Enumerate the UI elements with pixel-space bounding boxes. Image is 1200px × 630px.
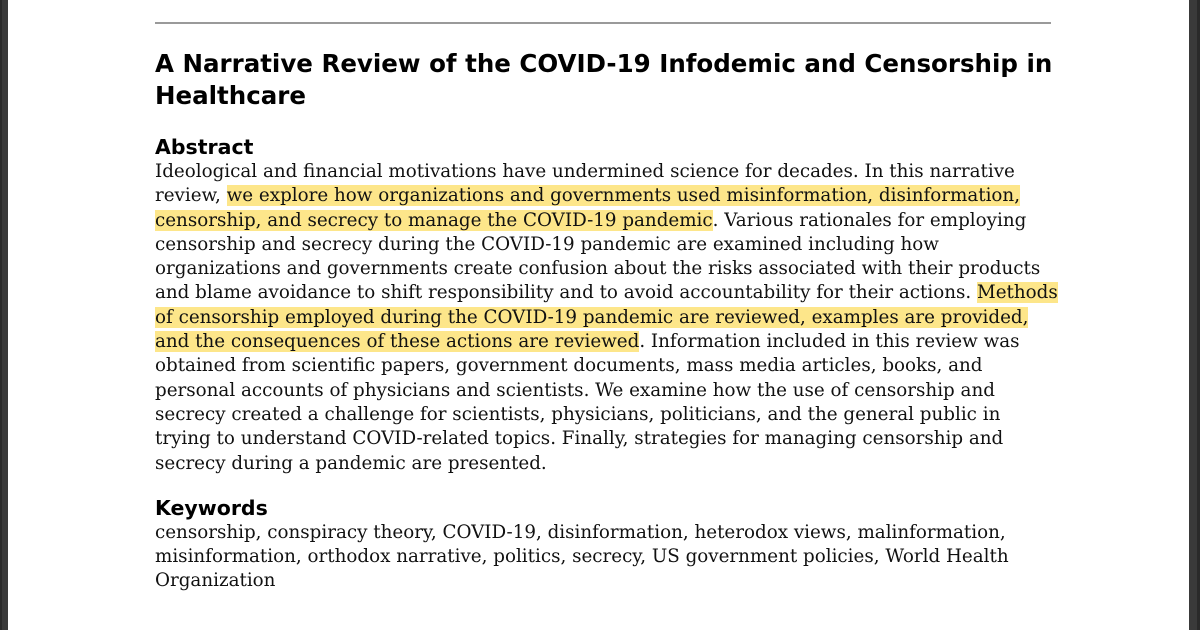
abstract-segment: . Various rationales for employing censorship and secrecy during the COVID-19 pandemic are examined including how organizations and governments create confusion about the risks associated with their products and blame avoidance to shift responsibility and to avoid accountability for their actions. xyxy=(155,209,1041,304)
keywords-heading: Keywords xyxy=(155,495,268,520)
page-content xyxy=(155,48,1060,594)
viewer-left-edge xyxy=(0,0,2,630)
header-rule xyxy=(155,22,1051,24)
abstract-segment: Ideological and financial motivations have undermined science for decades. In this narrative review, xyxy=(155,161,1015,207)
keywords-text: censorship, conspiracy theory, COVID-19, disinformation, heterodox views, malinformation, misinformation, orthodox narrative, politics, secrecy, US government policies, World Health Organization xyxy=(155,521,1009,592)
highlighted-text: we explore how organizations and governments used misinformation, disinformation, censorship, and secrecy to manage the COVID-19 pandemic xyxy=(155,185,1021,231)
abstract-heading: Abstract xyxy=(155,135,254,159)
highlighted-text: Methods of censorship employed during the COVID-19 pandemic are reviewed, examples are provided, and the consequences of these actions are reviewed xyxy=(155,282,1058,353)
document-page xyxy=(8,0,1189,630)
abstract-text xyxy=(155,160,1060,476)
paper-title: A Narrative Review of the COVID-19 Infodemic and Censorship in Healthcare xyxy=(155,49,1053,110)
abstract-segment: . Information included in this review was obtained from scientific papers, government documents, mass media articles, books, and personal accounts of physicians and scientists. We examine how the use of censorship and secrecy created a challenge for scientists, physicians, politicians, and the general public in trying to understand COVID-related topics. Finally, strategies for managing censorship and secrecy during a pandemic are presented. xyxy=(155,331,1020,474)
